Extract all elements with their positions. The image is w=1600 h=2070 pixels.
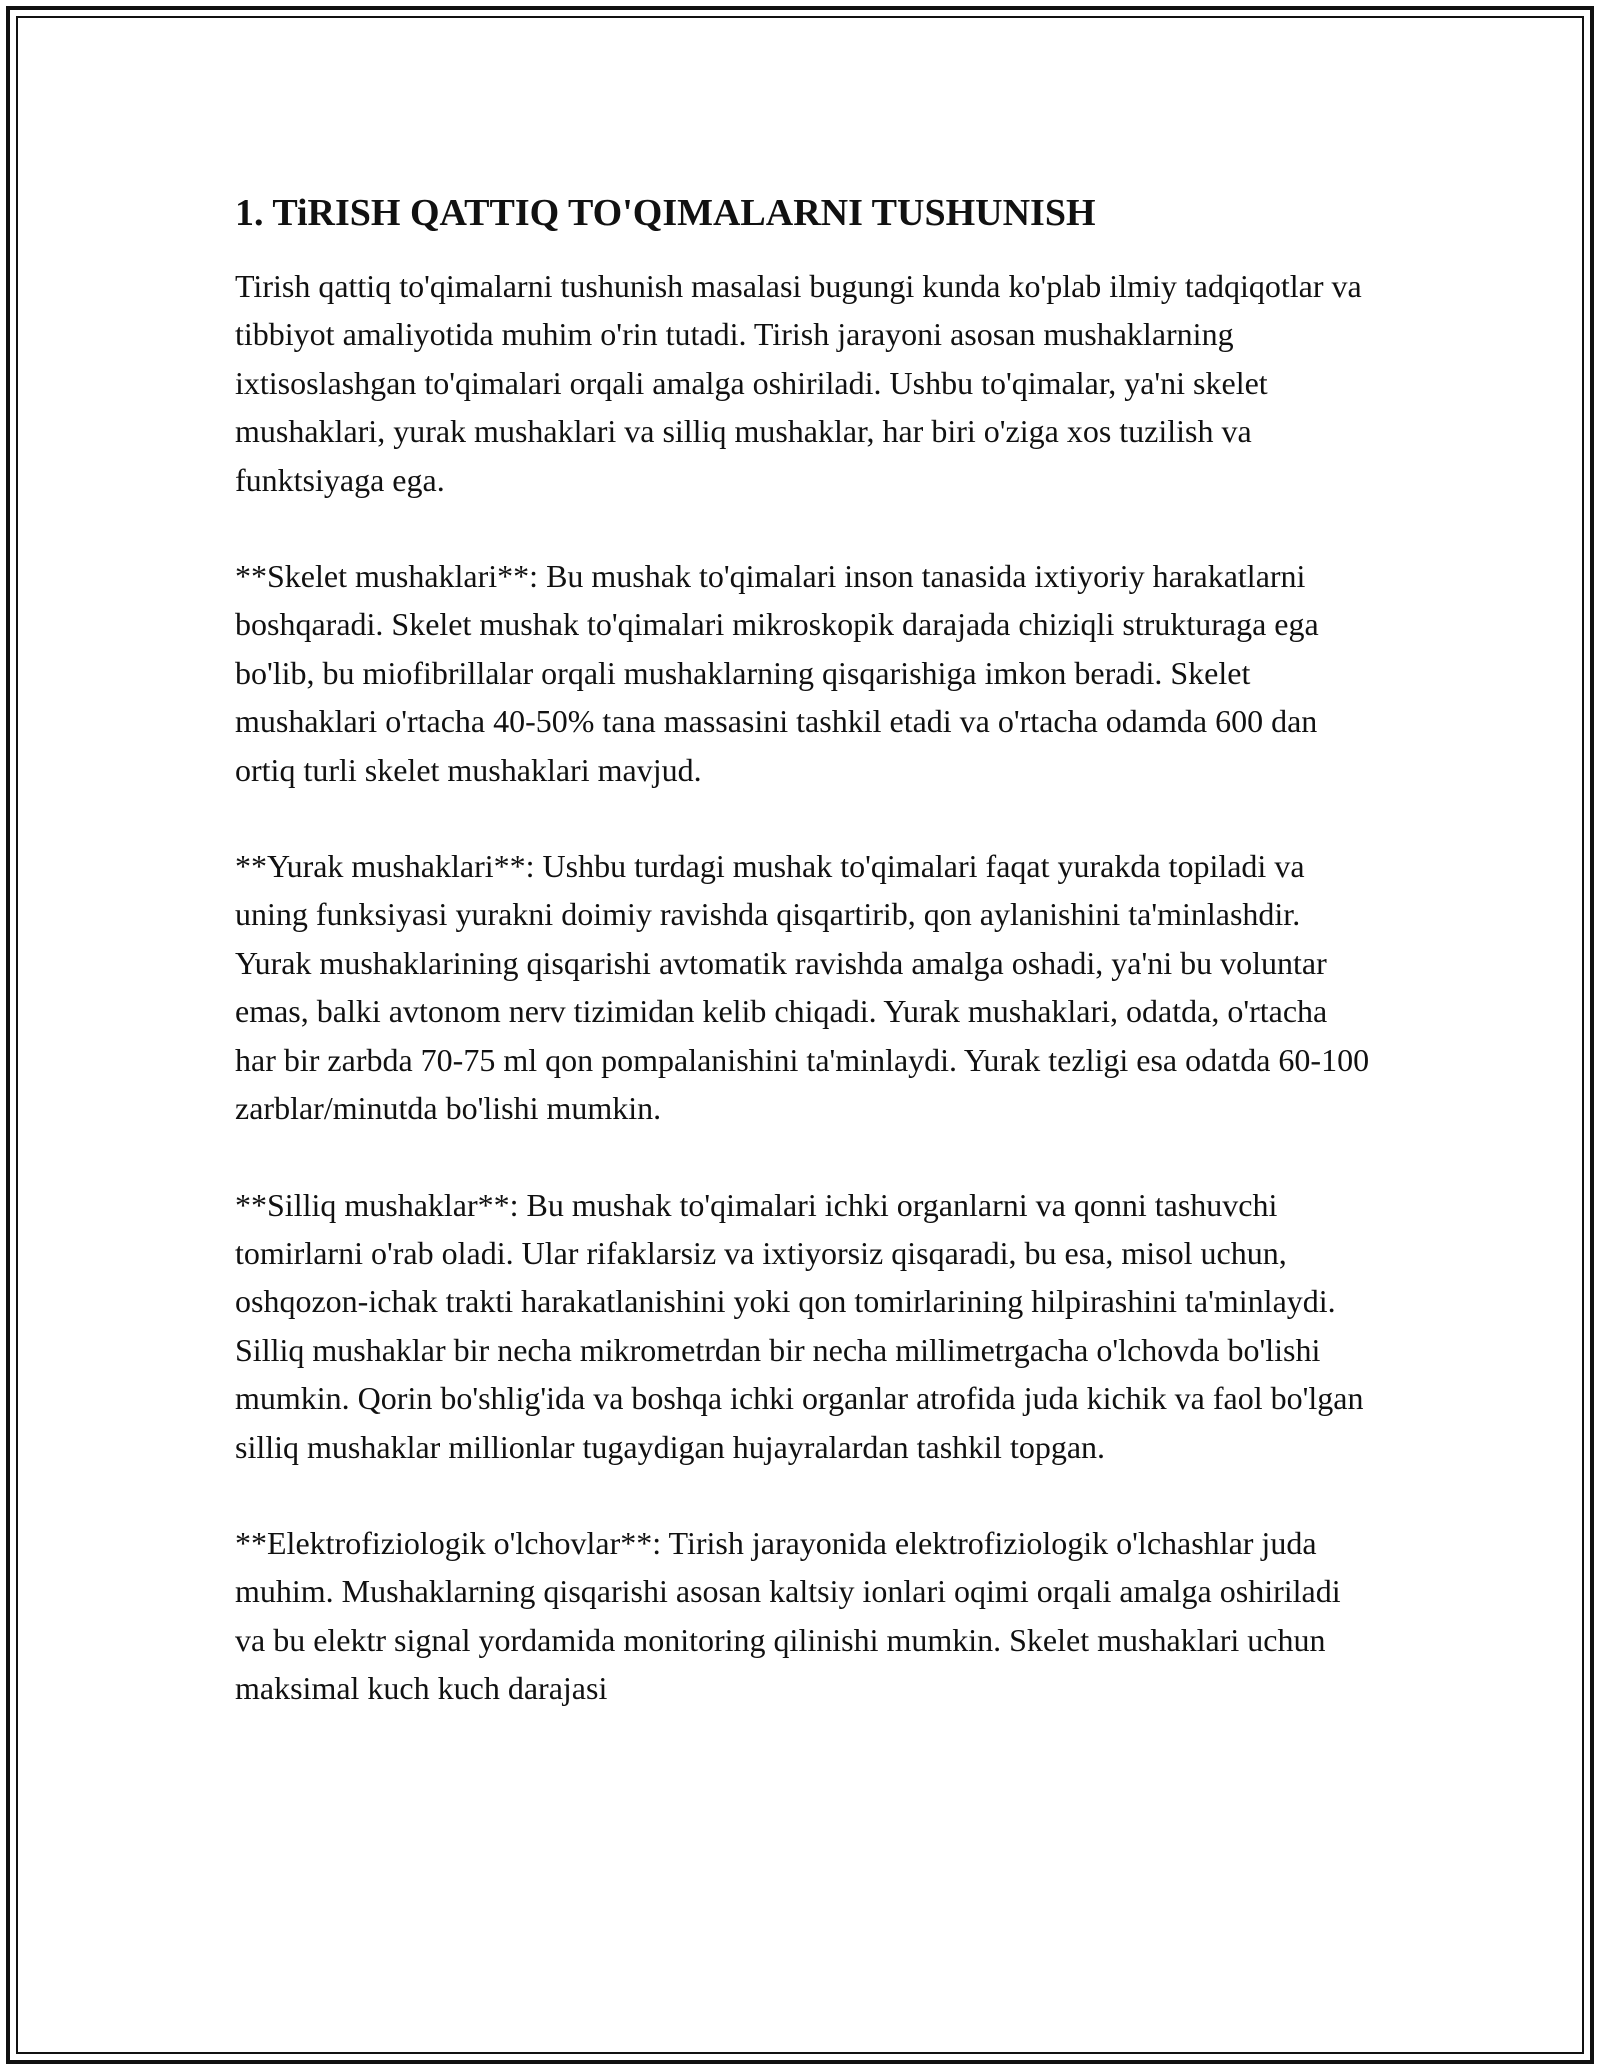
paragraph-intro: Tirish qattiq to'qimalarni tushunish masalasi bugungi kunda ko'plab ilmiy tadqiqotlar va tibbiyot amaliyotida muhim o'rin tutadi. Tirish jarayoni asosan mushaklarning ixtisoslashgan to'qimalari orqali amalga oshiriladi. Ushbu to'qimalar, ya'ni skelet mushaklari, yurak mushaklari va silliq mushaklar, har biri o'ziga xos tuzilish va funktsiyaga ega. — [235, 268, 1362, 498]
paragraph-smooth-muscles: **Silliq mushaklar**: Bu mushak to'qimalari ichki organlarni va qonni tashuvchi tomirlarni o'rab oladi. Ular rifaklarsiz va ixtiyorsiz qisqaradi, bu esa, misol uchun, oshqozon-ichak trakti harakatlanishini yoki qon tomirlarining hilpirashini ta'minlaydi. Silliq mushaklar bir necha mikrometrdan bir necha millimetrgacha o'lchovda bo'lishi mumkin. Qorin bo'shlig'ida va boshqa ichki organlar atrofida juda kichik va faol bo'lgan silliq mushaklar millionlar tugaydigan hujayralardan tashkil topgan. — [235, 1186, 1364, 1465]
document-body — [235, 190, 1375, 1761]
paragraph-electrophysiology: **Elektrofiziologik o'lchovlar**: Tirish jarayonida elektrofiziologik o'lchashlar juda muhim. Mushaklarning qisqarishi asosan kaltsiy ionlari oqimi orqali amalga oshiriladi va bu elektr signal yordamida monitoring qilinishi mumkin. Skelet mushaklari uchun maksimal kuch kuch darajasi — [235, 1524, 1341, 1707]
section-heading: 1. TiRISH QATTIQ TO'QIMALARNI TUSHUNISH — [235, 192, 1096, 234]
paragraph-cardiac-muscles: **Yurak mushaklari**: Ushbu turdagi mushak to'qimalari faqat yurakda topiladi va uning funksiyasi yurakni doimiy ravishda qisqartirib, qon aylanishini ta'minlashdir. Yurak mushaklarining qisqarishi avtomatik ravishda amalga oshadi, ya'ni bu voluntar emas, balki avtonom nerv tizimidan kelib chiqadi. Yurak mushaklari, odatda, o'rtacha har bir zarbda 70-75 ml qon pompalanishini ta'minlaydi. Yurak tezligi esa odatda 60-100 zarblar/minutda bo'lishi mumkin. — [235, 848, 1370, 1127]
paragraph-skeletal-muscles: **Skelet mushaklari**: Bu mushak to'qimalari inson tanasida ixtiyoriy harakatlarni boshqaradi. Skelet mushak to'qimalari mikroskopik darajada chiziqli strukturaga ega bo'lib, bu miofibrillalar orqali mushaklarning qisqarishiga imkon beradi. Skelet mushaklari o'rtacha 40-50% tana massasini tashkil etadi va o'rtacha odamda 600 dan ortiq turli skelet mushaklari mavjud. — [235, 558, 1319, 788]
